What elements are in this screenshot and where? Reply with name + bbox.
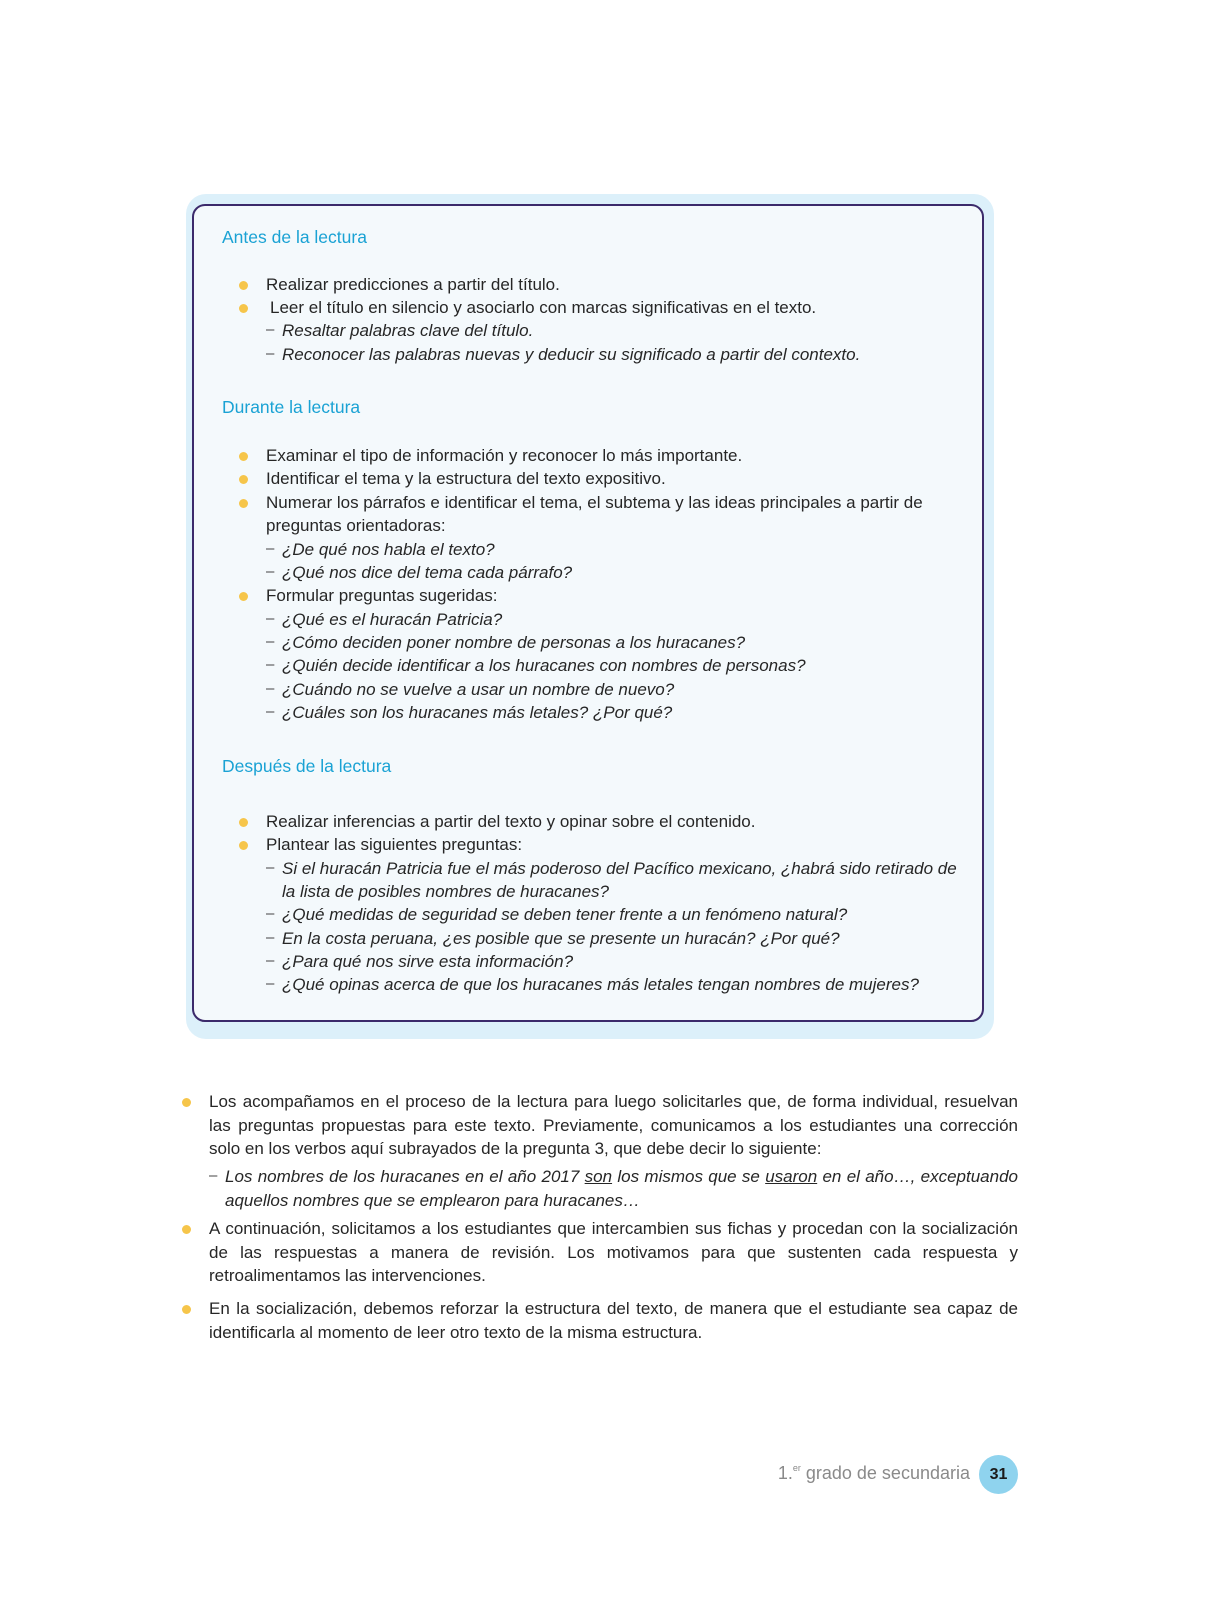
during-subitem-3: ¿Qué es el huracán Patricia? <box>282 610 503 629</box>
during-item-3-line-2: preguntas orientadoras: <box>266 516 446 535</box>
dash-marker: – <box>266 975 275 992</box>
bullet-icon <box>182 1225 191 1234</box>
during-subitem-6: ¿Cuándo no se vuelve a usar un nombre de nuevo? <box>282 680 675 699</box>
bullet-icon <box>182 1098 191 1107</box>
dash-marker: – <box>266 680 275 697</box>
bullet-icon <box>239 452 248 461</box>
after-subitem-3: En la costa peruana, ¿es posible que se presente un huracán? ¿Por qué? <box>282 929 840 948</box>
dash-marker: – <box>266 563 275 580</box>
after-item-1: Realizar inferencias a partir del texto y opinar sobre el contenido. <box>266 812 756 831</box>
before-subitem-1: Resaltar palabras clave del título. <box>282 321 534 340</box>
dash-marker: – <box>266 610 275 627</box>
dash-marker: – <box>266 656 275 673</box>
quote-text-b: los mismos que se <box>612 1167 766 1186</box>
bullet-icon <box>239 475 248 484</box>
body-paragraph-1: Los acompañamos en el proceso de la lectura para luego solicitarles que, de forma individual, resuelvan las preguntas propuestas para este texto. Previamente, comunicamos a los estudiantes una corrección solo en los verbos aquí subrayados de la pregunta 3, que debe decir lo siguiente: <box>209 1092 1018 1158</box>
before-subitem-2: Reconocer las palabras nuevas y deducir su significado a partir del contexto. <box>282 345 861 364</box>
after-subitem-1-line-1: Si el huracán Patricia fue el más poderoso del Pacífico mexicano, ¿habrá sido retirado de <box>282 859 957 878</box>
dash-marker: – <box>266 633 275 650</box>
quote-underlined-verb-1: son <box>584 1167 613 1186</box>
dash-marker: – <box>266 952 275 969</box>
body-quote <box>225 1165 1018 1212</box>
dash-marker: – <box>266 929 275 946</box>
body-paragraph-3: En la socialización, debemos reforzar la estructura del texto, de manera que el estudiante sea capaz de identificarla al momento de leer otro texto de la misma estructura. <box>209 1299 1018 1342</box>
during-item-2: Identificar el tema y la estructura del texto expositivo. <box>266 469 666 488</box>
before-reading-title: Antes de la lectura <box>222 227 367 247</box>
dash-marker: – <box>266 345 275 362</box>
during-item-1: Examinar el tipo de información y reconocer lo más importante. <box>266 446 743 465</box>
before-item-2: Leer el título en silencio y asociarlo con marcas significativas en el texto. <box>270 298 817 317</box>
after-subitem-1-line-2: la lista de posibles nombres de huracanes? <box>282 882 609 901</box>
bullet-icon <box>239 499 248 508</box>
dash-marker: – <box>266 905 275 922</box>
bullet-icon <box>239 281 248 290</box>
grade-label <box>778 1463 970 1484</box>
after-reading-title: Después de la lectura <box>222 756 392 776</box>
bullet-icon <box>239 841 248 850</box>
during-item-3-line-1: Numerar los párrafos e identificar el tema, el subtema y las ideas principales a partir de <box>266 493 923 512</box>
dash-marker: – <box>209 1167 218 1184</box>
bullet-icon <box>239 304 248 313</box>
grade-number: 1. <box>777 1463 793 1483</box>
after-subitem-4: ¿Para qué nos sirve esta información? <box>282 952 574 971</box>
page-number-badge: 31 <box>979 1455 1018 1494</box>
bullet-icon <box>182 1305 191 1314</box>
quote-text-c: en el año…, exceptuando aquellos nombres que se emplearon para huracanes… <box>225 1167 1018 1210</box>
dash-marker: – <box>266 703 275 720</box>
quote-underlined-verb-2: usaron <box>765 1167 818 1186</box>
grade-text: grado de secundaria <box>800 1463 970 1483</box>
dash-marker: – <box>266 321 275 338</box>
dash-marker: – <box>266 859 275 876</box>
during-subitem-7: ¿Cuáles son los huracanes más letales? ¿Por qué? <box>282 703 673 722</box>
bullet-icon <box>239 818 248 827</box>
during-subitem-1: ¿De qué nos habla el texto? <box>282 540 495 559</box>
during-item-4: Formular preguntas sugeridas: <box>266 586 498 605</box>
after-item-2: Plantear las siguientes preguntas: <box>266 835 523 854</box>
bullet-icon <box>239 592 248 601</box>
during-subitem-5: ¿Quién decide identificar a los huracanes con nombres de personas? <box>282 656 806 675</box>
during-subitem-4: ¿Cómo deciden poner nombre de personas a los huracanes? <box>282 633 746 652</box>
after-subitem-5: ¿Qué opinas acerca de que los huracanes más letales tengan nombres de mujeres? <box>282 975 919 994</box>
during-reading-title: Durante la lectura <box>222 397 361 417</box>
during-subitem-2: ¿Qué nos dice del tema cada párrafo? <box>282 563 573 582</box>
body-paragraph-2: A continuación, solicitamos a los estudiantes que intercambien sus fichas y procedan con la socialización de las respuestas a manera de revisión. Los motivamos para que sustenten cada respuesta y retroalimentamos las intervenciones. <box>209 1219 1018 1285</box>
quote-text-a: Los nombres de los huracanes en el año 2017 <box>225 1167 585 1186</box>
dash-marker: – <box>266 540 275 557</box>
after-subitem-2: ¿Qué medidas de seguridad se deben tener frente a un fenómeno natural? <box>282 905 848 924</box>
before-item-1: Realizar predicciones a partir del título. <box>266 275 560 294</box>
grade-ordinal: er <box>792 1463 801 1473</box>
